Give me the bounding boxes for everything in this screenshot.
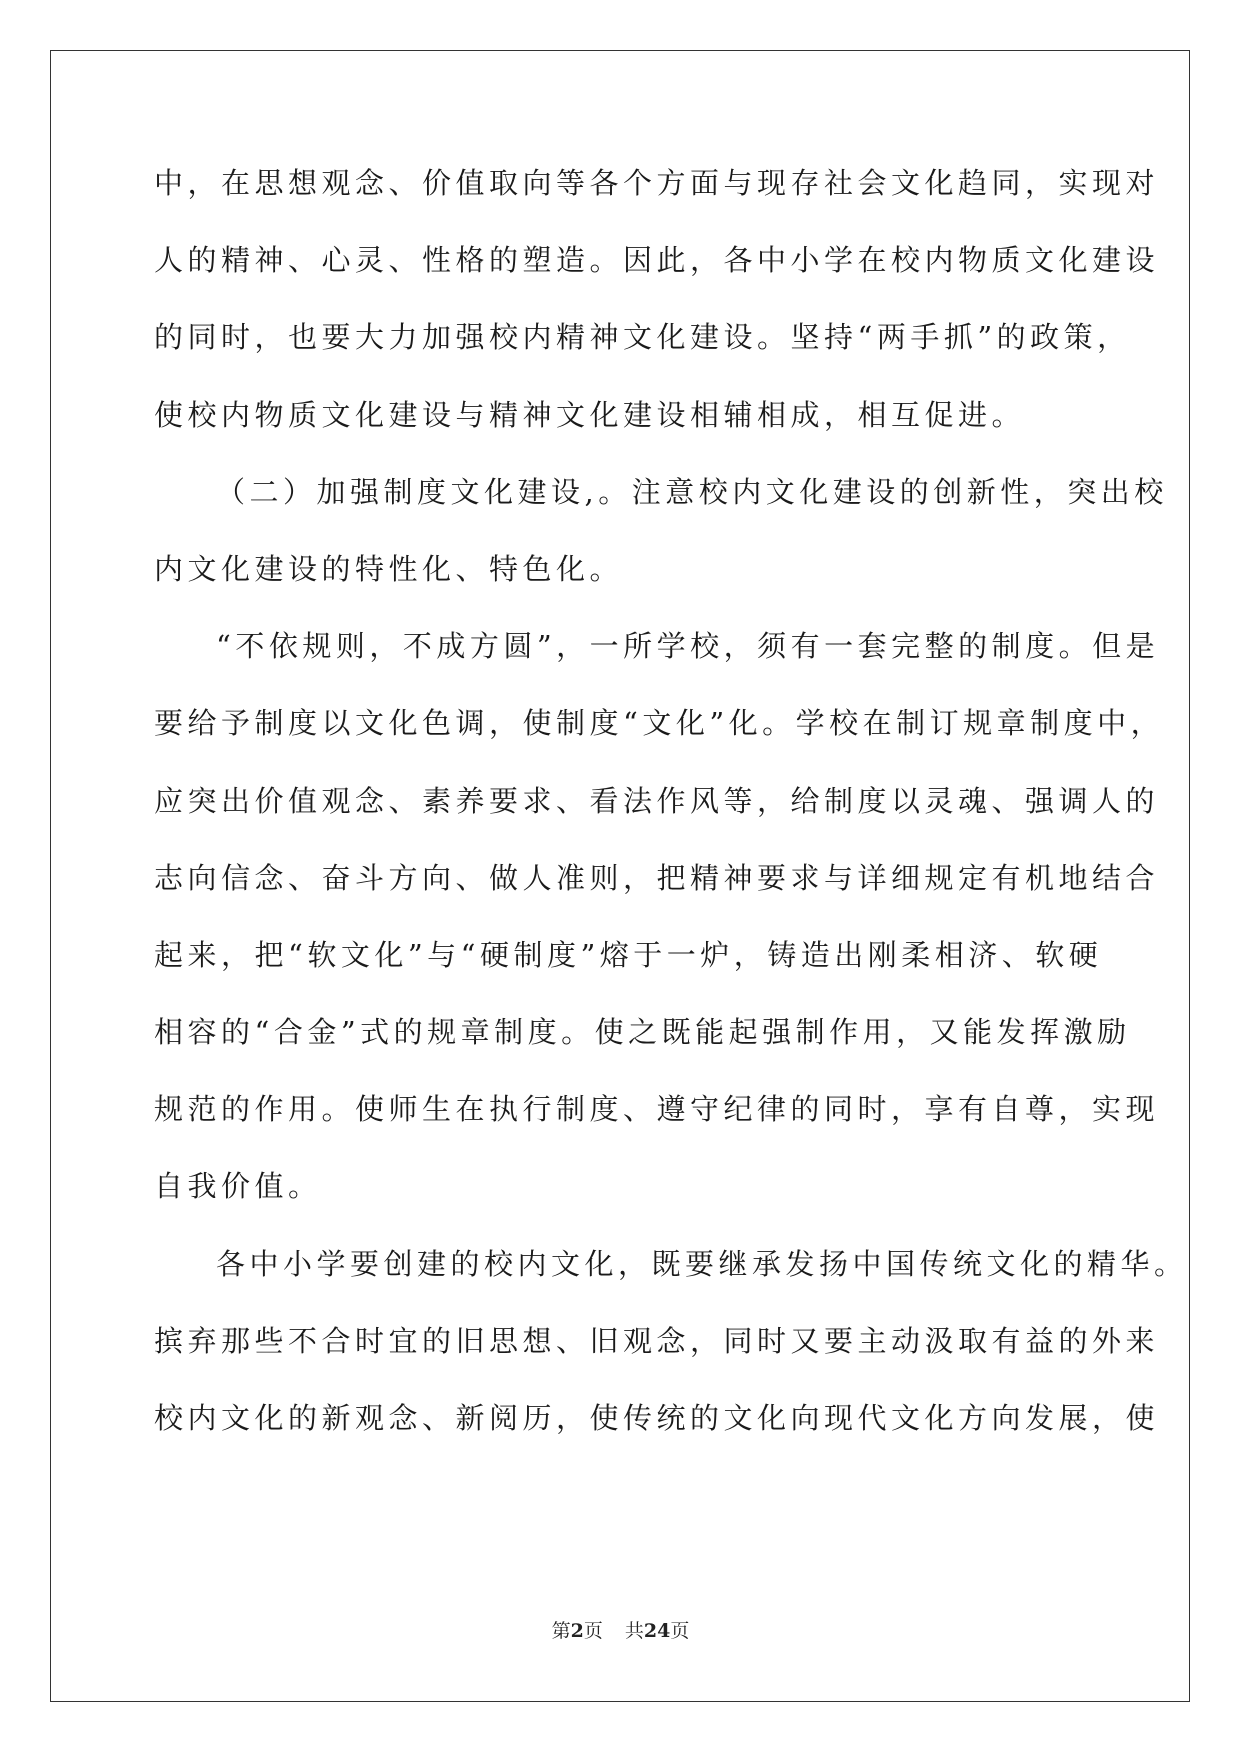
- section-heading-line: （二）加强制度文化建设,。注意校内文化建设的创新性，突出校: [216, 474, 1168, 509]
- page-footer: [0, 1620, 1241, 1642]
- body-line: 中，在思想观念、价值取向等各个方面与现存社会文化趋同，实现对: [154, 166, 1160, 200]
- body-line: 人的精神、心灵、性格的塑造。因此，各中小学在校内物质文化建设: [154, 243, 1160, 278]
- total-unit: 页: [670, 1620, 690, 1642]
- body-line: 的同时，也要大力加强校内精神文化建设。坚持“两手抓”的政策，: [154, 320, 1131, 355]
- total-prefix: 共: [624, 1620, 644, 1642]
- total-pages-number: 24: [643, 1620, 671, 1642]
- body-line: 应突出价值观念、素养要求、看法作风等，给制度以灵魂、强调人的: [154, 783, 1160, 818]
- body-line: 自我价值。: [154, 1169, 322, 1204]
- body-line: 要给予制度以文化色调，使制度“文化”化。学校在制订规章制度中，: [154, 706, 1165, 741]
- body-line: 摈弃那些不合时宜的旧思想、旧观念，同时又要主动汲取有益的外来: [154, 1323, 1160, 1358]
- body-line: 内文化建设的特性化、特色化。: [154, 551, 624, 586]
- body-line: 校内文化的新观念、新阅历，使传统的文化向现代文化方向发展，使: [154, 1401, 1160, 1435]
- paragraph-start-line: “不依规则，不成方圆”，一所学校，须有一套完整的制度。但是: [216, 629, 1160, 664]
- paragraph-start-line: 各中小学要创建的校内文化，既要继承发扬中国传统文化的精华。: [216, 1246, 1188, 1281]
- document-body: [154, 166, 1188, 1480]
- body-line: 相容的“合金”式的规章制度。使之既能起强制作用，又能发挥激励: [154, 1015, 1131, 1050]
- body-line: 规范的作用。使师生在执行制度、遵守纪律的同时，享有自尊，实现: [154, 1092, 1160, 1127]
- body-line: 使校内物质文化建设与精神文化建设相辅相成，相互促进。: [154, 397, 1026, 432]
- page-unit: 页: [583, 1620, 603, 1642]
- body-line: 起来，把“软文化”与“硬制度”熔于一炉，铸造出刚柔相济、软硬: [154, 937, 1103, 972]
- body-line: 志向信念、奋斗方向、做人准则，把精神要求与详细规定有机地结合: [154, 860, 1160, 895]
- current-page-number: 2: [570, 1620, 584, 1642]
- page-prefix: 第: [551, 1620, 571, 1642]
